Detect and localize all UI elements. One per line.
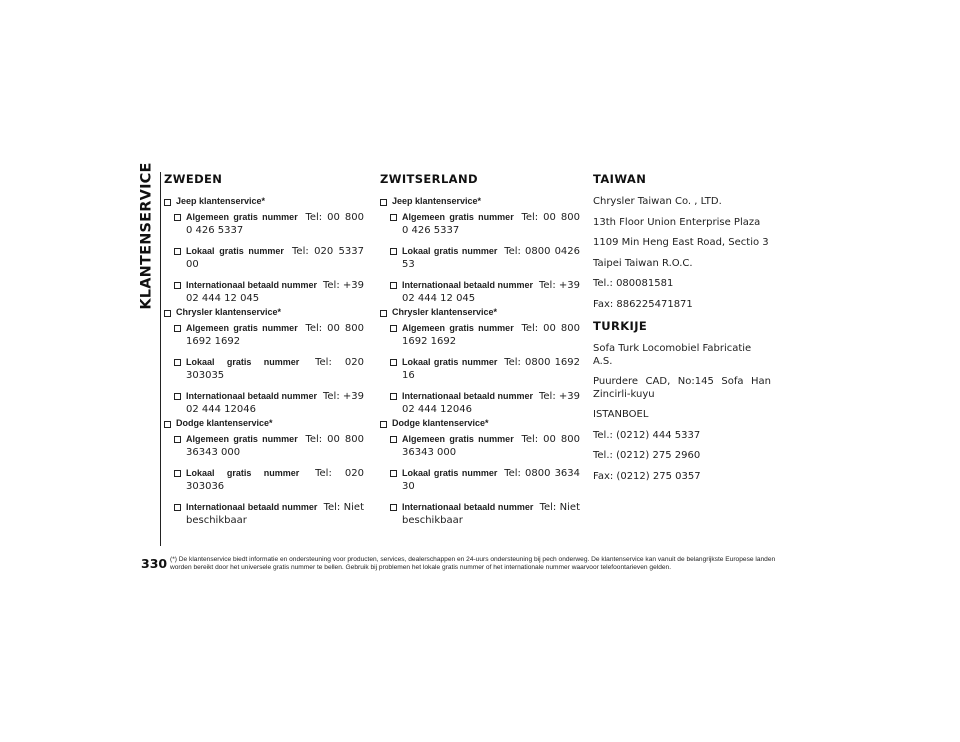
contact-item (390, 390, 580, 416)
service-title: Chrysler klantenservice* (392, 307, 498, 317)
heading-taiwan: TAIWAN (593, 172, 647, 186)
contact-label: Internationaal betaald nummer (186, 391, 318, 401)
contact-label: Algemeen gratis nummer (186, 323, 298, 333)
heading-zweden: ZWEDEN (164, 172, 223, 186)
contact-item (174, 279, 364, 305)
checkbox-bullet-icon (390, 504, 397, 511)
contact-value: Tel: 0800 3634 30 (402, 468, 581, 492)
contact-label: Internationaal betaald nummer (186, 280, 318, 290)
checkbox-bullet-icon (164, 310, 171, 317)
checkbox-bullet-icon (174, 248, 181, 255)
checkbox-bullet-icon (390, 436, 397, 443)
side-divider (160, 172, 161, 546)
checkbox-bullet-icon (174, 214, 181, 221)
column-zwitserland (380, 172, 580, 535)
contact-item (174, 467, 364, 493)
contact-value: Tel: 00 800 36343 000 (186, 434, 364, 458)
service-group-chrysler (380, 307, 580, 318)
contact-label: Algemeen gratis nummer (402, 434, 514, 444)
checkbox-bullet-icon (380, 310, 387, 317)
address-line: 13th Floor Union Enterprise Plaza (593, 216, 761, 228)
checkbox-bullet-icon (390, 248, 397, 255)
service-title: Dodge klantenservice* (176, 418, 273, 428)
checkbox-bullet-icon (174, 282, 181, 289)
address-line: ISTANBOEL (593, 409, 649, 420)
contact-item (174, 433, 364, 459)
contact-label: Algemeen gratis nummer (186, 434, 298, 444)
service-group-dodge (380, 418, 580, 429)
contact-label: Lokaal gratis nummer (186, 468, 300, 478)
address-line: Chrysler Taiwan Co. , LTD. (593, 196, 722, 207)
checkbox-bullet-icon (164, 199, 171, 206)
service-group-dodge (164, 418, 364, 429)
contact-label: Lokaal gratis nummer (186, 357, 300, 367)
contact-label: Algemeen gratis nummer (186, 212, 298, 222)
checkbox-bullet-icon (174, 504, 181, 511)
checkbox-bullet-icon (174, 393, 181, 400)
checkbox-bullet-icon (390, 325, 397, 332)
contact-value: Tel: +39 02 444 12 045 (402, 280, 581, 304)
checkbox-bullet-icon (174, 325, 181, 332)
contact-value: Tel: 00 800 0 426 5337 (402, 212, 580, 236)
contact-value: Tel: +39 02 444 12046 (402, 391, 581, 415)
side-section-tab (136, 162, 158, 310)
heading-zwitserland: ZWITSERLAND (380, 172, 478, 186)
contact-value: Tel: 00 800 36343 000 (402, 434, 580, 458)
contact-item (390, 467, 580, 493)
contact-item (390, 433, 580, 459)
contact-item (390, 211, 580, 237)
checkbox-bullet-icon (390, 393, 397, 400)
contact-label: Lokaal gratis nummer (402, 246, 498, 256)
contact-value: Tel: 020 303036 (186, 468, 364, 492)
contact-label: Lokaal gratis nummer (186, 246, 284, 256)
service-title: Dodge klantenservice* (392, 418, 489, 428)
contact-value: Tel: +39 02 444 12 045 (186, 280, 365, 304)
address-line: Taipei Taiwan R.O.C. (593, 257, 693, 269)
contact-item (174, 390, 364, 416)
phone-line: Tel.: 080081581 (593, 278, 674, 289)
contact-label: Internationaal betaald nummer (402, 391, 534, 401)
contact-value: Tel: 00 800 0 426 5337 (186, 212, 364, 236)
contact-item (390, 501, 580, 527)
contact-item (390, 279, 580, 305)
checkbox-bullet-icon (164, 421, 171, 428)
contact-label: Internationaal betaald nummer (186, 502, 318, 512)
contact-label: Internationaal betaald nummer (402, 280, 534, 290)
contact-value: Tel: 0800 1692 16 (402, 357, 581, 381)
contact-value: Tel: 020 303035 (186, 357, 364, 381)
checkbox-bullet-icon (390, 214, 397, 221)
checkbox-bullet-icon (390, 470, 397, 477)
checkbox-bullet-icon (380, 199, 387, 206)
address-line: 1109 Min Heng East Road, Sectio 3 (593, 237, 769, 248)
contact-label: Algemeen gratis nummer (402, 212, 514, 222)
address-line: Puurdere CAD, No:145 Sofa Han Zincirli-kuyu (593, 376, 771, 400)
contact-value: Tel: Niet beschikbaar (402, 502, 580, 526)
heading-turkije: TURKIJE (593, 319, 648, 333)
contact-item (174, 501, 364, 527)
contact-item (174, 245, 364, 271)
contact-value: Tel: Niet beschikbaar (186, 502, 364, 526)
checkbox-bullet-icon (174, 436, 181, 443)
contact-item (390, 245, 580, 271)
footnote: (*) De klantenservice biedt informatie en ondersteuning voor producten, services, dealerschappen en 24-uurs ondersteuning bij pech onderweg. De klantenservice kan vanuit de belangrijkste Europese landen worden bereikt door het universele gratis nummer te bellen. Gebruik bij problemen het lokale gratis nummer of het internationale nummer waarvoor telefoontarieven gelden. (170, 556, 776, 571)
contact-item (174, 356, 364, 382)
contact-label: Internationaal betaald nummer (402, 502, 534, 512)
checkbox-bullet-icon (174, 359, 181, 366)
contact-item (174, 211, 364, 237)
address-line: Sofa Turk Locomobiel Fabricatie A.S. (593, 343, 752, 367)
fax-line: Fax: 886225471871 (593, 298, 693, 310)
contact-label: Lokaal gratis nummer (402, 357, 498, 367)
checkbox-bullet-icon (390, 359, 397, 366)
checkbox-bullet-icon (380, 421, 387, 428)
column-zweden (164, 172, 364, 535)
service-title: Jeep klantenservice* (176, 196, 266, 206)
side-section-tab-label: KLANTENSERVICE (139, 162, 155, 310)
contact-item (174, 322, 364, 348)
checkbox-bullet-icon (390, 282, 397, 289)
page-number: 330 (141, 556, 168, 571)
checkbox-bullet-icon (174, 470, 181, 477)
phone-line: Tel.: (0212) 275 2960 (593, 450, 701, 461)
service-title: Chrysler klantenservice* (176, 307, 282, 317)
column-taiwan-turkije (593, 172, 771, 491)
contact-label: Lokaal gratis nummer (402, 468, 498, 478)
contact-item (390, 356, 580, 382)
service-title: Jeep klantenservice* (392, 196, 482, 206)
contact-value: Tel: 00 800 1692 1692 (402, 323, 580, 347)
contact-value: Tel: +39 02 444 12046 (186, 391, 365, 415)
contact-value: Tel: 0800 0426 53 (402, 246, 581, 270)
contact-value: Tel: 020 5337 00 (186, 246, 364, 270)
contact-value: Tel: 00 800 1692 1692 (186, 323, 364, 347)
fax-line: Fax: (0212) 275 0357 (593, 470, 701, 482)
phone-line: Tel.: (0212) 444 5337 (593, 429, 701, 441)
service-group-jeep (380, 196, 580, 207)
service-group-chrysler (164, 307, 364, 318)
contact-label: Algemeen gratis nummer (402, 323, 514, 333)
service-group-jeep (164, 196, 364, 207)
contact-item (390, 322, 580, 348)
